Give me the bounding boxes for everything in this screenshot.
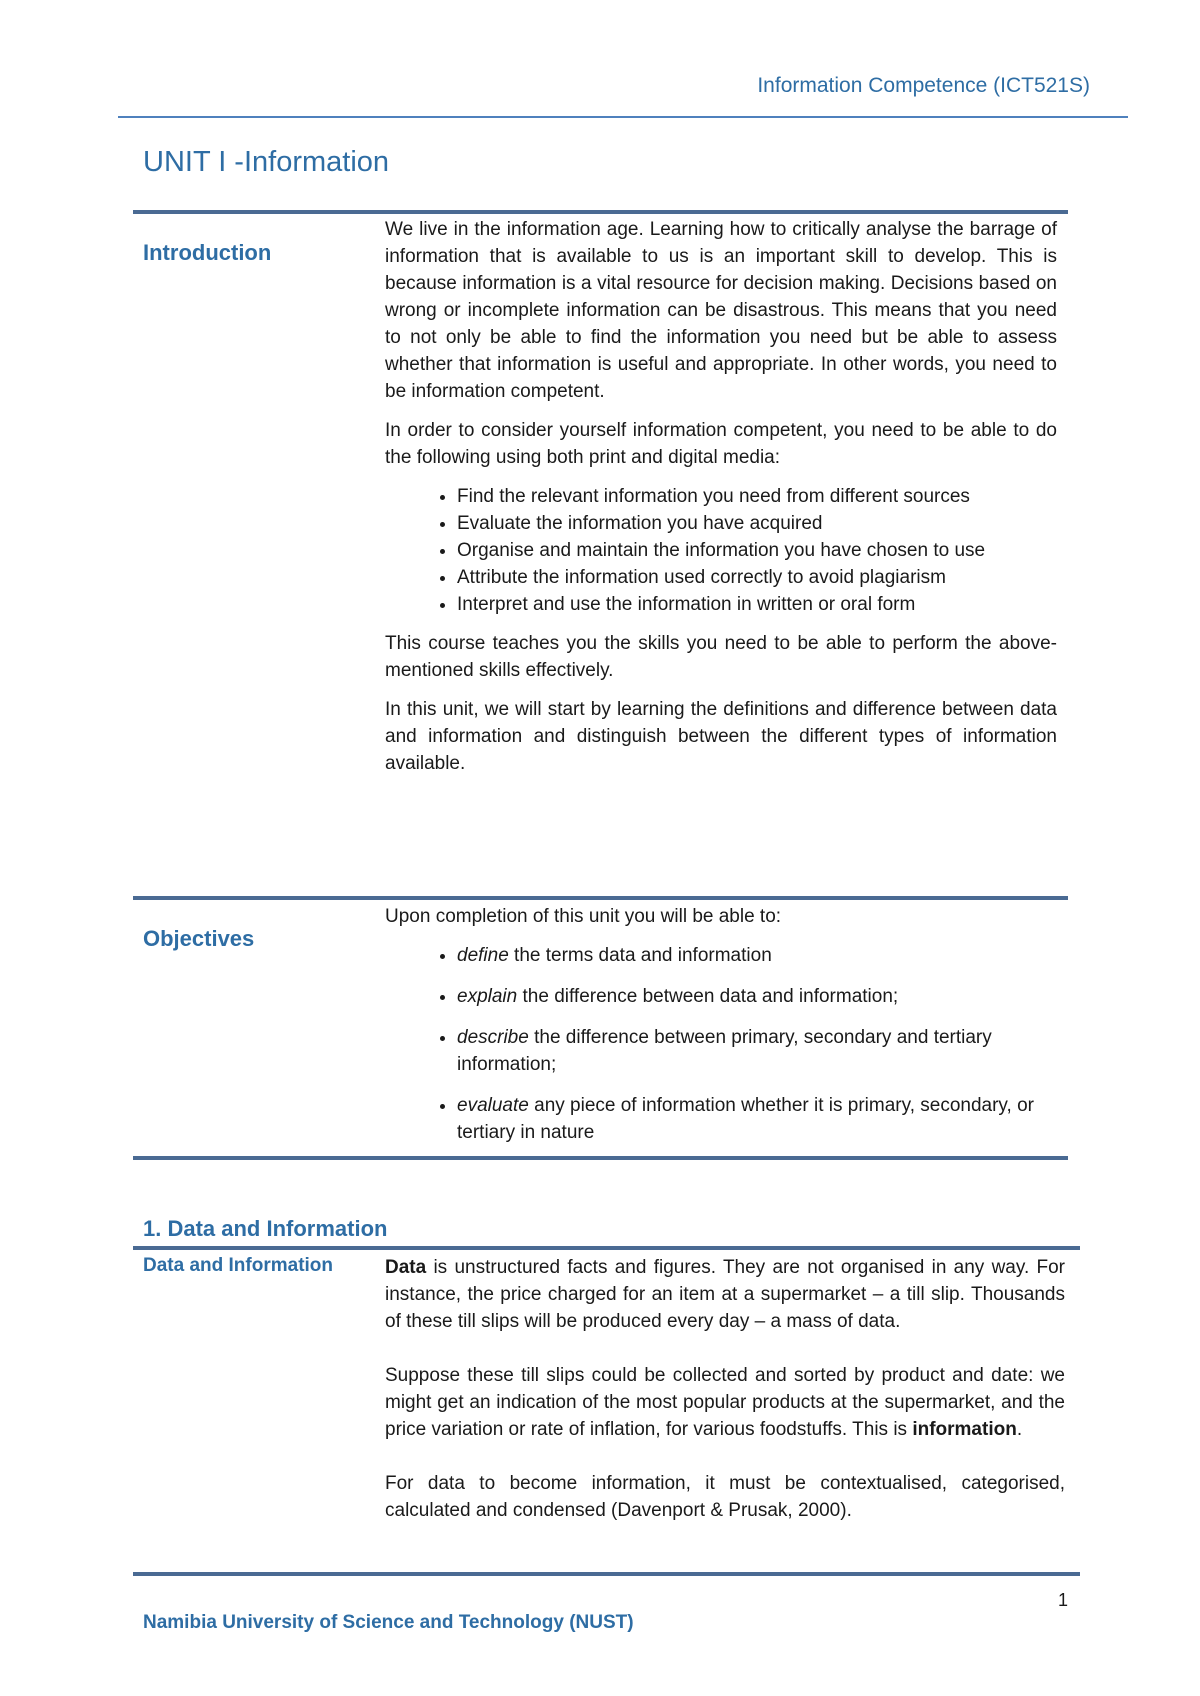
objective-verb: define [457,945,509,966]
objective-item [457,1092,1057,1146]
data-term: Data [385,1257,427,1278]
objective-item [457,983,1057,1010]
objectives-lead: Upon completion of this unit you will be able to: [385,906,782,927]
data-definition-text: is unstructured facts and figures. They are not organised in any way. For instance, the price charged for an item at a supermarket – a till slip. Thousands of these till slips will be produced every day – a mass of data. [385,1257,1065,1332]
objectives-bottom-rule [133,1156,1068,1160]
introduction-body [385,216,1057,789]
list-item: • Evaluate the information you have acquired [457,510,1057,537]
data-information-body [385,1254,1065,1551]
objectives-body [385,903,1057,1160]
information-term: information [912,1419,1017,1440]
introduction-paragraph-4: In this unit, we will start by learning the definitions and difference between data and information and distinguish between the different types of information available. [385,699,1057,774]
introduction-paragraph-2: In order to consider yourself information competent, you need to be able to do the following using both print and digital media: [385,420,1057,468]
header-course-title: Information Competence (ICT521S) [757,74,1090,97]
data-definition-paragraph [385,1254,1065,1335]
section-top-rule [133,1246,1080,1250]
information-end: . [1016,1419,1023,1440]
objective-item [457,1024,1057,1078]
objective-text: any piece of information whether it is primary, secondary, or tertiary in nature [457,1095,1034,1143]
introduction-label: Introduction [143,240,272,265]
competence-list [385,483,1057,618]
objectives-list [385,942,1057,1146]
objectives-label: Objectives [143,926,255,951]
objective-text: the terms data and information [508,945,772,966]
objective-text: the difference between primary, secondary and tertiary information; [457,1027,992,1075]
list-item: • Interpret and use the information in written or oral form [457,591,1057,618]
introduction-paragraph-1: We live in the information age. Learning how to critically analyse the barrage of information that is available to us is an important skill to develop. This is because information is a vital resource for decision making. Decisions based on wrong or incomplete information can be disastrous. This means that you need to not only be able to find the information you need but be able to assess whether that information is useful and appropriate. In other words, you need to be information competent. [385,219,1057,402]
objective-item [457,942,1057,969]
information-paragraph [385,1362,1065,1443]
contextualise-paragraph: For data to become information, it must be contextualised, categorised, calculated and condensed (Davenport & Prusak, 2000). [385,1473,1065,1521]
objective-verb: describe [457,1027,529,1048]
data-information-label: Data and Information [143,1255,334,1276]
introduction-top-rule [133,210,1068,214]
objective-verb: evaluate [457,1095,529,1116]
list-item: • Attribute the information used correctly to avoid plagiarism [457,564,1057,591]
information-text: Suppose these till slips could be collected and sorted by product and date: we might get an indication of the most popular products at the supermarket, and the price variation or rate of inflation, for various foodstuffs. This is [385,1365,1065,1440]
section-bottom-rule [133,1572,1080,1576]
introduction-paragraph-3: This course teaches you the skills you need to be able to perform the above-mentioned skills effectively. [385,633,1057,681]
unit-title: UNIT I -Information [143,146,390,178]
list-item: • Find the relevant information you need from different sources [457,483,1057,510]
objectives-top-rule [133,896,1068,900]
footer-institution: Namibia University of Science and Technology (NUST) [143,1612,634,1633]
page-number: 1 [1058,1590,1069,1610]
list-item: • Organise and maintain the information you have chosen to use [457,537,1057,564]
objective-verb: explain [457,986,518,1007]
header-divider [118,116,1128,118]
section-title: 1. Data and Information [143,1216,388,1241]
objective-text: the difference between data and information; [517,986,899,1007]
